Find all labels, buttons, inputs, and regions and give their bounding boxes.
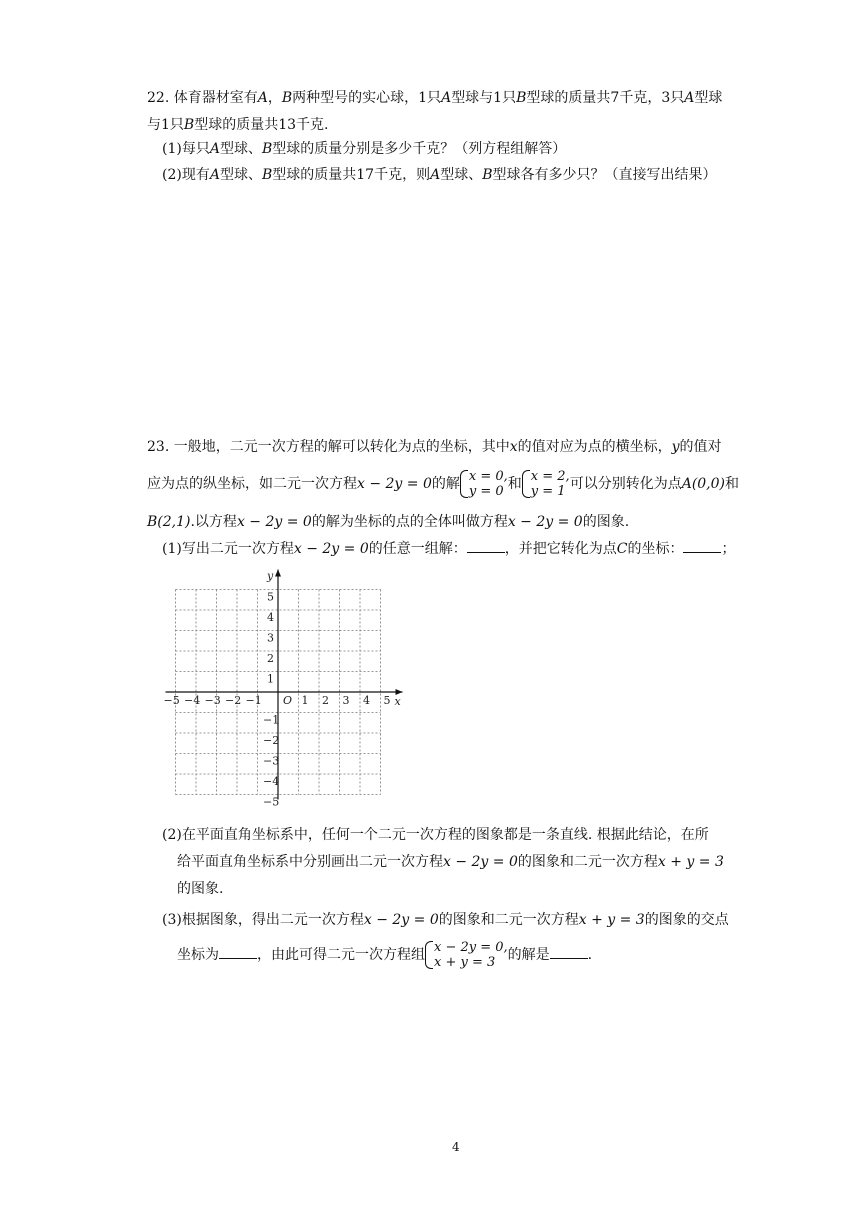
q23-part-2-line-3: 的图象.: [177, 881, 224, 897]
origin-label: O: [283, 694, 293, 707]
y-axis-arrow: [275, 570, 281, 577]
answer-blank-1[interactable]: [467, 538, 505, 553]
answer-blank-4[interactable]: [550, 944, 588, 959]
y-tick-label: 3: [267, 631, 274, 645]
tick-labels: [164, 570, 402, 809]
q23-part-1: (1)写出二元一次方程x − 2y = 0的任意一组解： ，并把它转化为点C的坐标： ；: [162, 538, 735, 559]
y-tick-label: −3: [263, 754, 280, 768]
x-tick-label: −4: [184, 694, 201, 707]
q23-part-3-line-2: 坐标为 ，由此可得二元一次方程组 x − 2y = 0, x + y = 3 的解是 .: [177, 940, 593, 970]
coordinate-grid[interactable]: [160, 562, 410, 818]
q22-line-1: 22. 体育器材室有A，B两种型号的实心球，1只A型球与1只B型球的质量共7千克，3只A型球: [147, 90, 723, 106]
equation-system-3: x − 2y = 0, x + y = 3: [425, 940, 508, 970]
equation-system-2: x = 2, y = 1: [522, 469, 570, 499]
x-tick-label: −1: [245, 694, 262, 707]
q23-part-2-line-1: (2)在平面直角坐标系中，任何一个二元一次方程的图象都是一条直线. 根据此结论，在所: [162, 827, 709, 843]
x-tick-label: −5: [163, 694, 180, 707]
x-tick-label: 5: [383, 694, 391, 707]
q22-line-2: 与1只B型球的质量共13千克.: [147, 117, 329, 133]
y-tick-label: −1: [263, 713, 280, 727]
q22-part-2: (2)现有A型球、B型球的质量共17千克，则A型球、B型球各有多少只？（直接写出结果）: [162, 167, 717, 183]
q23-part-3-line-1: (3)根据图象，得出二元一次方程x − 2y = 0的图象和二元一次方程x + y = 3的图象的交点: [162, 912, 729, 928]
axes: [163, 570, 403, 800]
y-tick-label: −5: [263, 795, 280, 809]
y-tick-label: 4: [267, 611, 274, 624]
x-tick-label: 3: [342, 694, 350, 707]
x-tick-label: 2: [322, 694, 329, 707]
y-tick-label: −4: [263, 775, 280, 788]
page-number: 4: [452, 1140, 460, 1154]
x-axis-label: x: [394, 695, 401, 708]
q23-line-3: B(2,1).以方程x − 2y = 0的解为坐标的点的全体叫做方程x − 2y = 0的图象.: [147, 514, 630, 530]
y-tick-label: 1: [267, 672, 274, 686]
x-tick-label: −3: [204, 694, 221, 707]
x-tick-label: −2: [225, 694, 242, 707]
answer-blank-2[interactable]: [683, 538, 721, 553]
x-tick-label: 4: [363, 694, 370, 707]
q23-part-2-line-2: 给平面直角坐标系中分别画出二元一次方程x − 2y = 0的图象和二元一次方程x + y = 3: [177, 854, 724, 870]
q23-line-2: 应为点的纵坐标，如二元一次方程x − 2y = 0的解 x = 0, y = 0 和 x = 2, y = 1 可以分别转化为点A(0,0)和: [147, 469, 740, 499]
y-axis-label: y: [267, 569, 274, 583]
y-tick-label: −2: [263, 734, 280, 747]
y-tick-label: 5: [267, 590, 274, 604]
q23-line-1: 23. 一般地，二元一次方程的解可以转化为点的坐标，其中x的值对应为点的横坐标，y的值对: [147, 439, 722, 455]
equation-system-1: x = 0, y = 0: [460, 469, 508, 499]
x-tick-label: 1: [301, 694, 309, 707]
y-tick-label: 2: [267, 652, 274, 665]
q22-part-1: (1)每只A型球、B型球的质量分别是多少千克？（列方程组解答）: [162, 141, 567, 157]
answer-blank-3[interactable]: [219, 944, 257, 959]
